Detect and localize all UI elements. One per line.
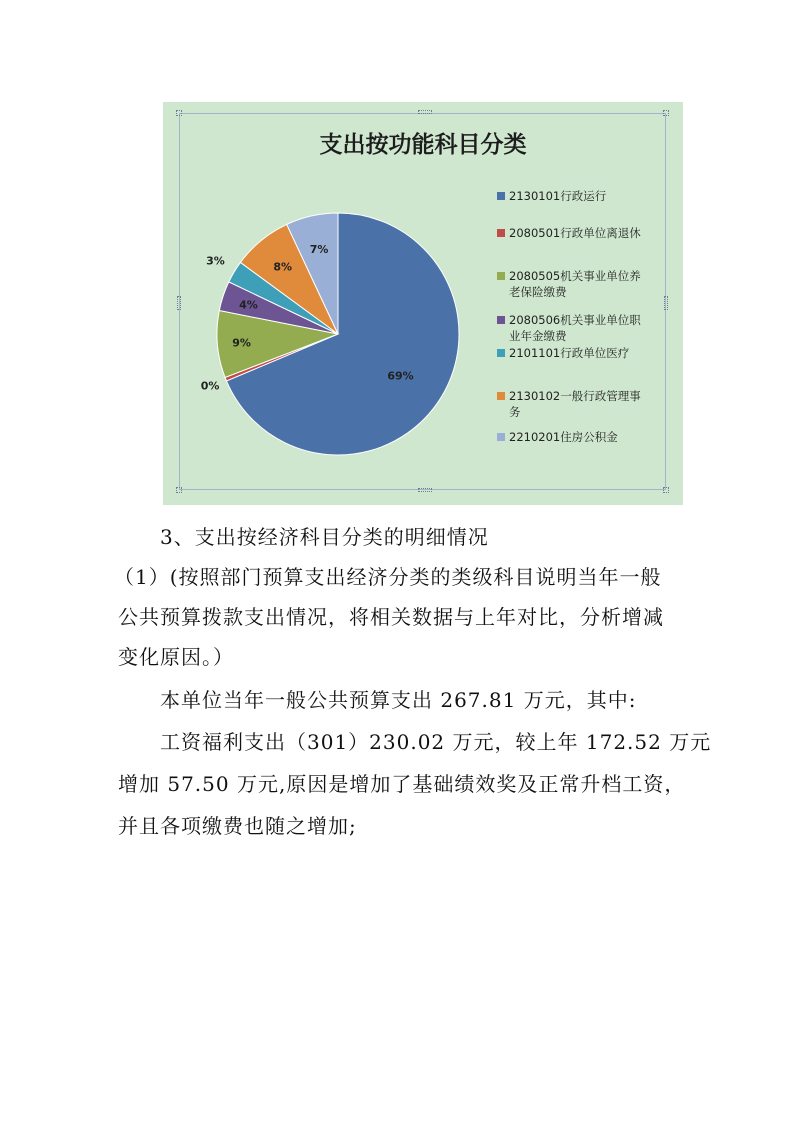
legend-label-line: 2130102一般行政管理事 [509,389,641,403]
legend-label [509,225,641,241]
legend-label [509,268,641,300]
legend-label-line: 2101101行政单位医疗 [509,346,630,360]
legend-label-line: 2080505机关事业单位养 [509,269,641,283]
section-heading: 3、支出按经济科目分类的明细情况 [160,525,489,549]
legend-label-line: 务 [509,405,521,419]
legend-swatch [497,392,505,400]
legend-label [509,312,641,344]
pie-data-label: 7% [309,242,329,256]
paragraph-salary-line-2: 增加 57.50 万元,原因是增加了基础绩效奖及正常升档工资， [118,772,686,796]
legend-item [497,225,641,241]
legend-swatch [497,349,505,357]
pie-data-label: 69% [387,369,414,383]
pie-data-label: 8% [273,260,293,274]
paragraph-salary-line-1: 工资福利支出（301）230.02 万元，较上年 172.52 万元 [160,730,712,754]
paragraph-salary-line-3: 并且各项缴费也随之增加; [118,814,357,838]
legend-item [497,388,641,420]
legend-label-line: 2210201住房公积金 [509,430,618,444]
pie-data-label: 4% [239,298,258,312]
legend-item [497,188,606,204]
legend-label-line: 2130101行政运行 [509,189,607,203]
legend-label-line: 2080506机关事业单位职 [509,313,641,327]
paragraph-total: 本单位当年一般公共预算支出 267.81 万元，其中: [160,688,637,712]
legend-swatch [497,316,505,324]
instruction-line-3: 变化原因。） [118,645,234,669]
pie-data-label: 0% [200,379,220,393]
instruction-line-2: 公共预算拨款支出情况，将相关数据与上年对比，分析增减 [118,605,664,629]
legend-label [509,345,629,361]
legend-label-line: 老保险缴费 [509,285,567,299]
legend-swatch [497,272,505,280]
legend-item [497,429,618,445]
legend-label [509,188,606,204]
instruction-line-1: （1）(按照部门预算支出经济分类的类级科目说明当年一般 [114,565,662,589]
legend-swatch [497,433,505,441]
legend-label [509,429,618,445]
legend-item [497,345,629,361]
legend-swatch [497,229,505,237]
legend-item [497,312,641,344]
legend-label-line: 2080501行政单位离退休 [509,226,641,240]
pie-data-label: 9% [232,336,251,350]
legend-label [509,388,641,420]
chart-title: 支出按功能科目分类 [319,132,527,158]
legend-swatch [497,192,505,200]
legend-label-line: 业年金缴费 [509,329,567,343]
pie-data-label: 3% [206,254,225,268]
legend-item [497,268,641,300]
